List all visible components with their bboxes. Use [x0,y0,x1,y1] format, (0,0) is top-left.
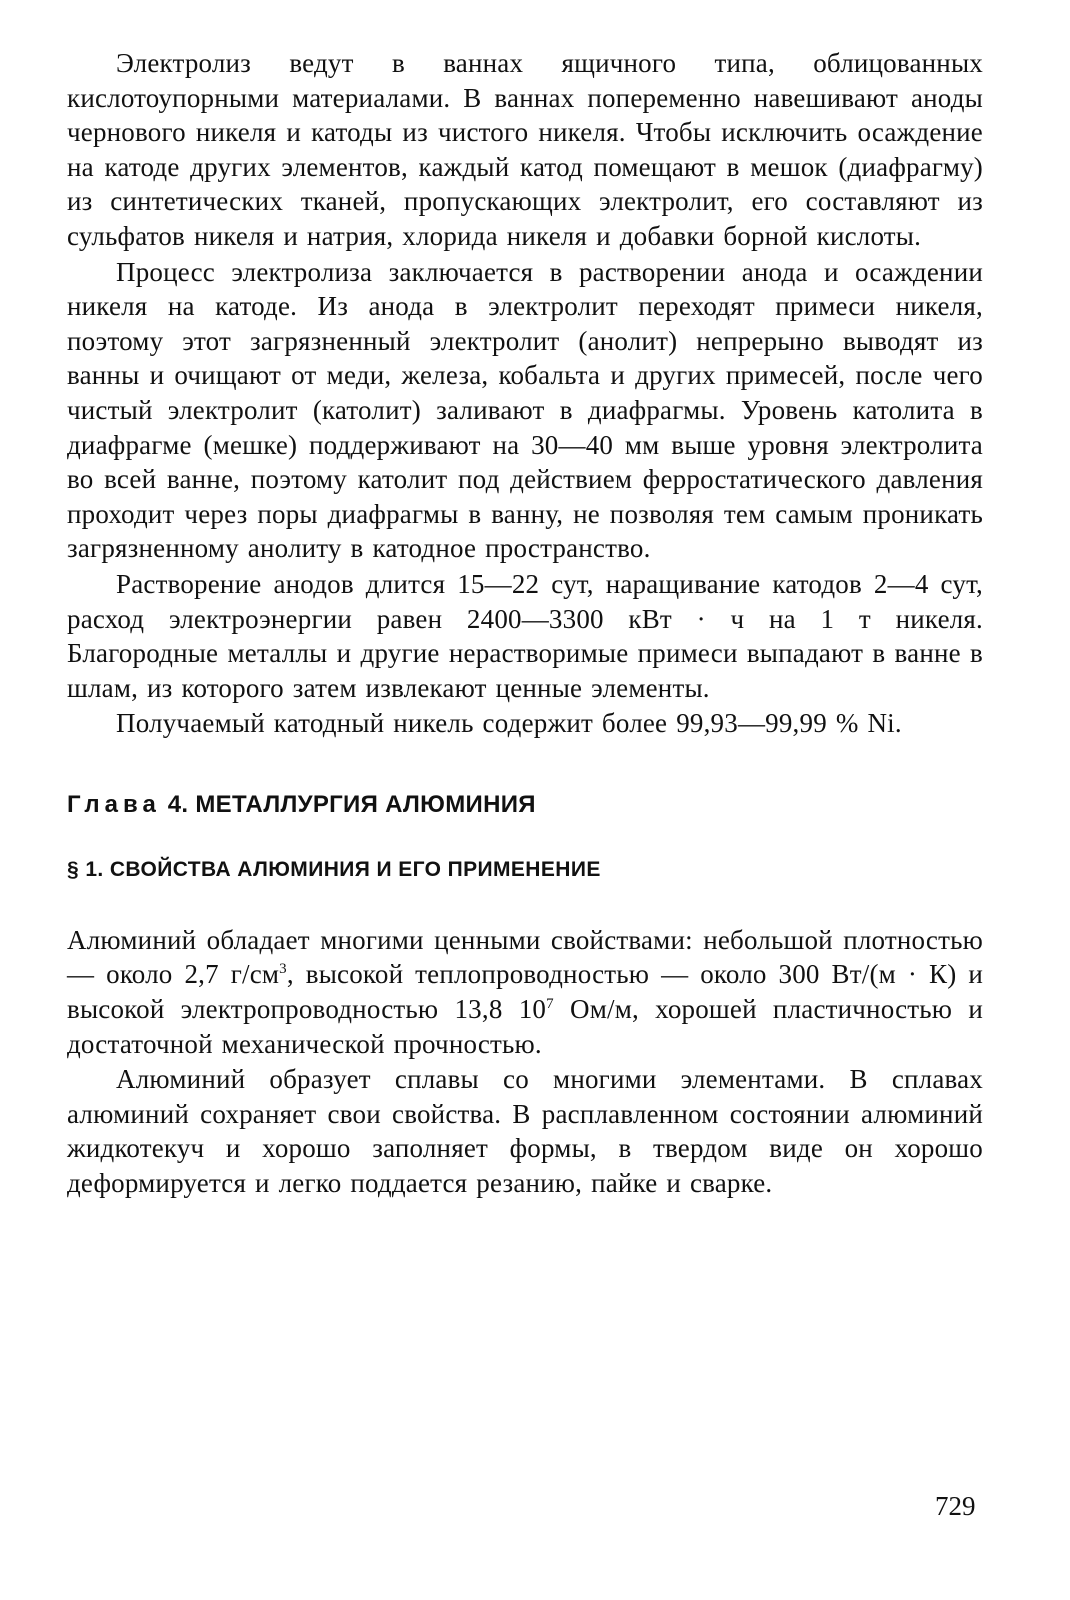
page-body [67,46,983,1201]
aluminium-properties-text-3: Ом/м, хорошей пластичностью и достаточной механической прочностью. [67,994,983,1059]
chapter-title: 4. МЕТАЛЛУРГИЯ АЛЮМИНИЯ [167,790,536,818]
superscript-cube: 3 [279,961,287,978]
chapter-heading [67,789,983,821]
section-heading: § 1. СВОЙСТВА АЛЮМИНИЯ И ЕГО ПРИМЕНЕНИЕ [67,857,601,881]
paragraph-aluminium-properties [67,923,983,1061]
paragraph-cathode-nickel: Получаемый катодный никель содержит более 99,93—99,99 % Ni. [116,708,902,739]
aluminium-properties-text-2: , высокой теплопроводностью — около 300 Вт/(м · К) и высокой электропроводностью 13,8 10 [67,959,983,1025]
paragraph-electrolysis-baths: Электролиз ведут в ваннах ящичного типа, облицованных кислотоупорными материалами. В ваннах попеременно навешивают аноды чернового никеля и катоды из чистого никеля. Чтобы исключить осаждение на катоде других элементов, каждый катод помещают в мешок (диафрагму) из синтетических тканей, пропускающих электролит, его составляют из сульфатов никеля и натрия, хлорида никеля и добавки борной кислоты. [67,48,983,251]
paragraph-electrolysis-process: Процесс электролиза заключается в растворении анода и осаждении никеля на катоде. Из анода в электролит переходят примеси никеля, поэтому этот загрязненный электролит (анолит) непрерыно выводят из ванны и очищают от меди, железа, кобальта и других примесей, после чего чистый электролит (католит) заливают в диафрагмы. Уровень католита в диафрагме (мешке) поддерживают на 30—40 мм выше уровня электролита во всей ванне, поэтому католит под действием ферростатического давления проходит через поры диафрагмы в ванну, не позволяя тем самым проникать загрязненному анолиту в катодное пространство. [67,256,983,564]
chapter-prefix: Глава [67,790,161,818]
paragraph-aluminium-alloys: Алюминий образует сплавы со многими элементами. В сплавах алюминий сохраняет свои свойства. В расплавленном состоянии алюминий жидкотекуч и хорошо заполняет формы, в твердом виде он хорошо деформируется и легко поддается резанию, пайке и сварке. [67,1064,983,1199]
paragraph-anode-dissolution: Растворение анодов длится 15—22 сут, наращивание катодов 2—4 сут, расход электроэнергии равен 2400—3300 кВт · ч на 1 т никеля. Благородные металлы и другие нерастворимые примеси выпадают в ванне в шлам, из которого затем извлекают ценные элементы. [67,568,983,703]
aluminium-properties-text-1: Алюминий обладает многими ценными свойствами: небольшой плотностью — около 2,7 г/см [67,924,983,990]
page-number: 729 [935,1491,976,1521]
superscript-power: 7 [546,996,554,1013]
